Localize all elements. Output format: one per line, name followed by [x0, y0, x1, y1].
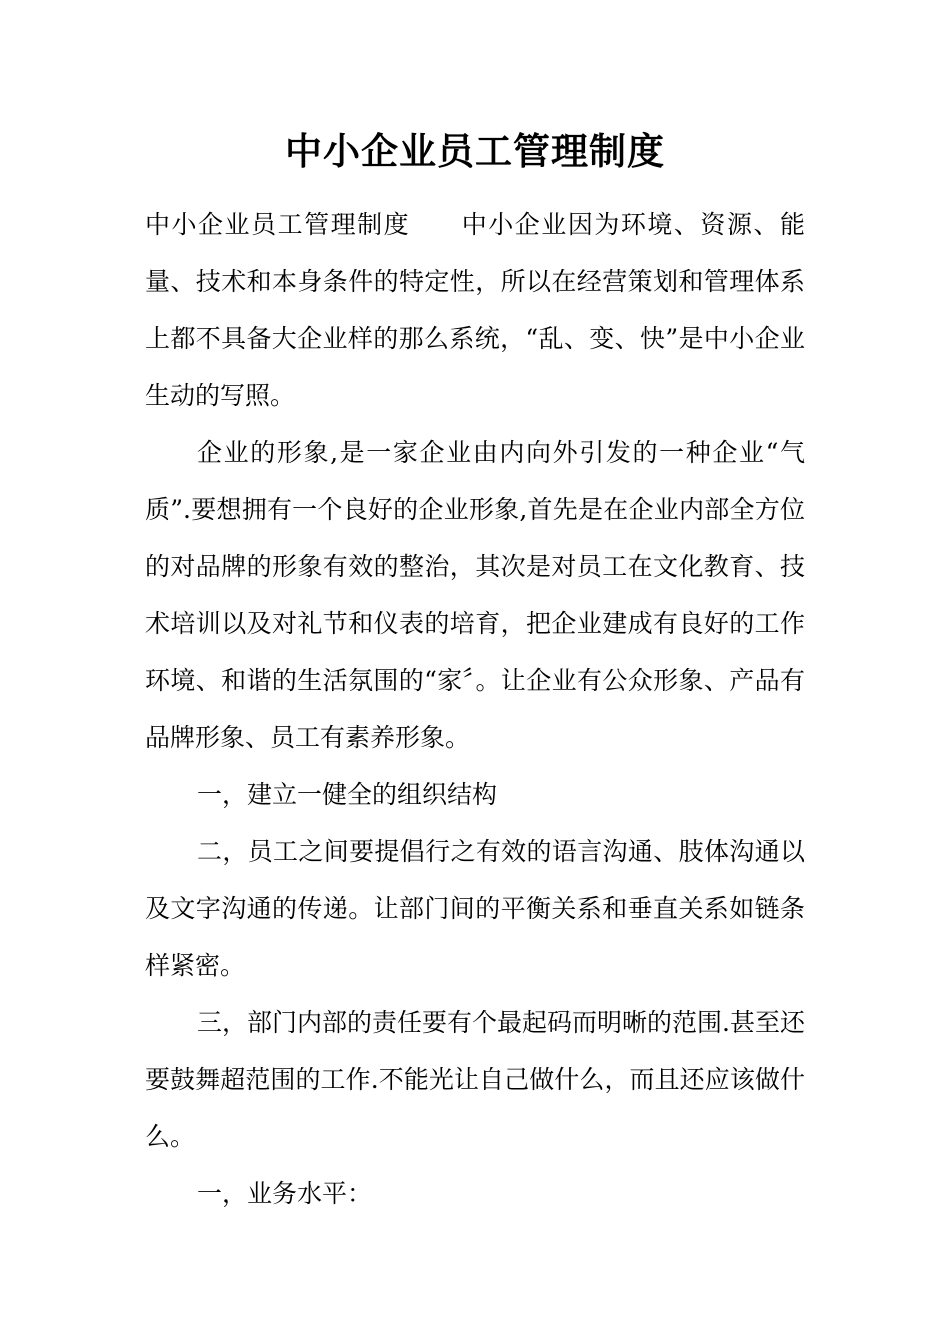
paragraph-image: 企业的形象,是一家企业由内向外引发的一种企业“气质”.要想拥有一个良好的企业形象,首先是在企业内部全方位的对品牌的形象有效的整治，其次是对员工在文化教育、技术培训以及对礼节和仪表的培育，把企业建成有良好的工作环境、和谐的生活氛围的“家〞。让企业有公众形象、产品有品牌形象、员工有素养形象。 — [145, 438, 805, 752]
paragraph-item-1: 一，建立一健全的组织结构 — [197, 780, 498, 809]
document-body — [145, 196, 805, 1222]
intro-paragraph — [145, 196, 805, 424]
intro-text: 中小企业因为环境、资源、能量、技术和本身条件的特定性，所以在经营策划和管理体系上都不具备大企业样的那么系统，“乱、变、快”是中小企业生动的写照。 — [145, 210, 805, 410]
document-title: 中小企业员工管理制度 — [285, 129, 665, 173]
paragraph-item-3: 三，部门内部的责任要有个最起码而明晰的范围.甚至还要鼓舞超范围的工作.不能光让自己做什么，而且还应该做什么。 — [145, 1008, 805, 1151]
paragraph-item-2: 二，员工之间要提倡行之有效的语言沟通、肢体沟通以及文字沟通的传递。让部门间的平衡关系和垂直关系如链条样紧密。 — [145, 837, 805, 980]
paragraph-business-level: 一，业务水平： — [197, 1179, 373, 1208]
intro-heading: 中小企业员工管理制度 — [145, 210, 411, 239]
